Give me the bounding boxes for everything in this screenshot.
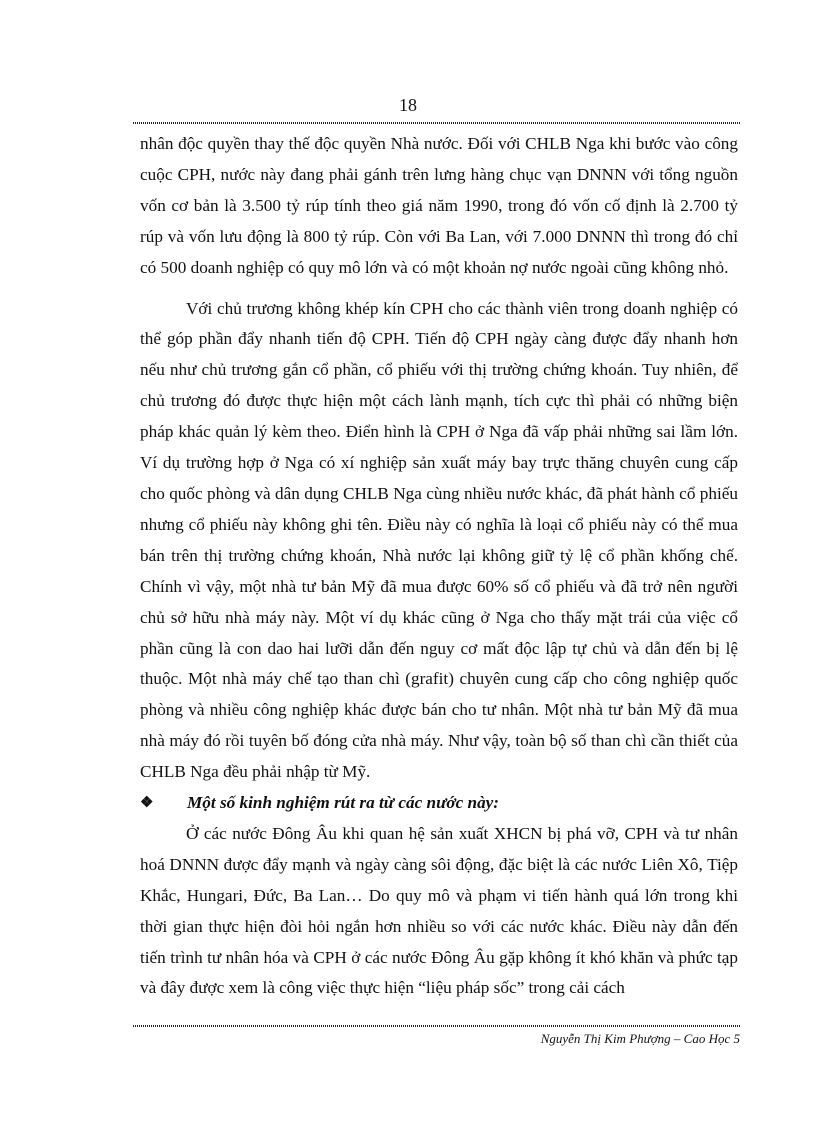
paragraph-2: Với chủ trương không khép kín CPH cho các thành viên trong doanh nghiệp có thể góp phần đẩy nhanh tiến độ CPH. Tiến độ CPH ngày càng được đẩy nhanh hơn nếu như chủ trương gắn cổ phần, cổ phiếu với thị trường chứng khoán. Tuy nhiên, để chủ trương đó được thực hiện một cách lành mạnh, tích cực thì phải có những biện pháp khác quản lý kèm theo. Điển hình là CPH ở Nga đã vấp phải những sai lầm lớn. Ví dụ trường hợp ở Nga có xí nghiệp sản xuất máy bay trực thăng chuyên cung cấp cho quốc phòng và dân dụng CHLB Nga cùng nhiều nước khác, đã phát hành cổ phiếu nhưng cổ phiếu này không ghi tên. Điều này có nghĩa là loại cổ phiếu này có thể mua bán trên thị trường chứng khoán, Nhà nước lại không giữ tỷ lệ cổ phần khống chế. Chính vì vậy, một nhà tư bản Mỹ đã mua được 60% số cổ phiếu và đã trở nên người chủ sở hữu nhà máy này. Một ví dụ khác cũng ở Nga cho thấy mặt trái của việc cổ phần cũng là con dao hai lưỡi dẫn đến nguy cơ mất độc lập tự chủ và dẫn đến bị lệ thuộc. Một nhà máy chế tạo than chì (grafit) chuyên cung cấp cho công nghiệp quốc phòng và nhiều công nghiệp khác được bán cho tư nhân. Một nhà tư bản Mỹ đã mua nhà máy đó rồi tuyên bố đóng cửa nhà máy. Như vậy, toàn bộ số than chì cần thiết của CHLB Nga đều phải nhập từ Mỹ.	[140, 298, 738, 782]
diamond-bullet-icon: ❖	[140, 795, 154, 812]
footer-author: Nguyễn Thị Kim Phượng – Cao Học 5	[540, 1031, 740, 1046]
section-heading	[140, 788, 738, 819]
paragraph-1: nhân độc quyền thay thế độc quyền Nhà nước. Đối với CHLB Nga khi bước vào công cuộc CPH, nước này đang phải gánh trên lưng hàng chục vạn DNNN với tổng nguồn vốn cơ bản là 3.500 tỷ rúp tính theo giá năm 1990, trong đó vốn cố định là 2.700 tỷ rúp và vốn lưu động là 800 tỷ rúp. Còn với Ba Lan, với 7.000 DNNN thì trong đó chỉ có 500 doanh nghiệp có quy mô lớn và có một khoản nợ nước ngoài cũng không nhỏ.	[140, 134, 738, 277]
paragraph-3: Ở các nước Đông Âu khi quan hệ sản xuất XHCN bị phá vỡ, CPH và tư nhân hoá DNNN được đẩy mạnh và ngày càng sôi động, đặc biệt là các nước Liên Xô, Tiệp Khắc, Hungari, Đức, Ba Lan… Do quy mô và phạm vi tiến hành quá lớn trong khi thời gian thực hiện đòi hỏi ngắn hơn nhiều so với các nước khác. Điều này dẫn đến tiến trình tư nhân hóa và CPH ở các nước Đông Âu gặp không ít khó khăn và phức tạp và đây được xem là công việc thực hiện “liệu pháp sốc” trong cải cách	[140, 823, 738, 998]
page-number: 18	[399, 95, 417, 115]
page-body	[140, 129, 738, 1004]
section-heading-text: Một số kinh nghiệm rút ra từ các nước này:	[187, 793, 500, 813]
footer-divider	[133, 1025, 740, 1027]
header-divider	[133, 122, 740, 124]
